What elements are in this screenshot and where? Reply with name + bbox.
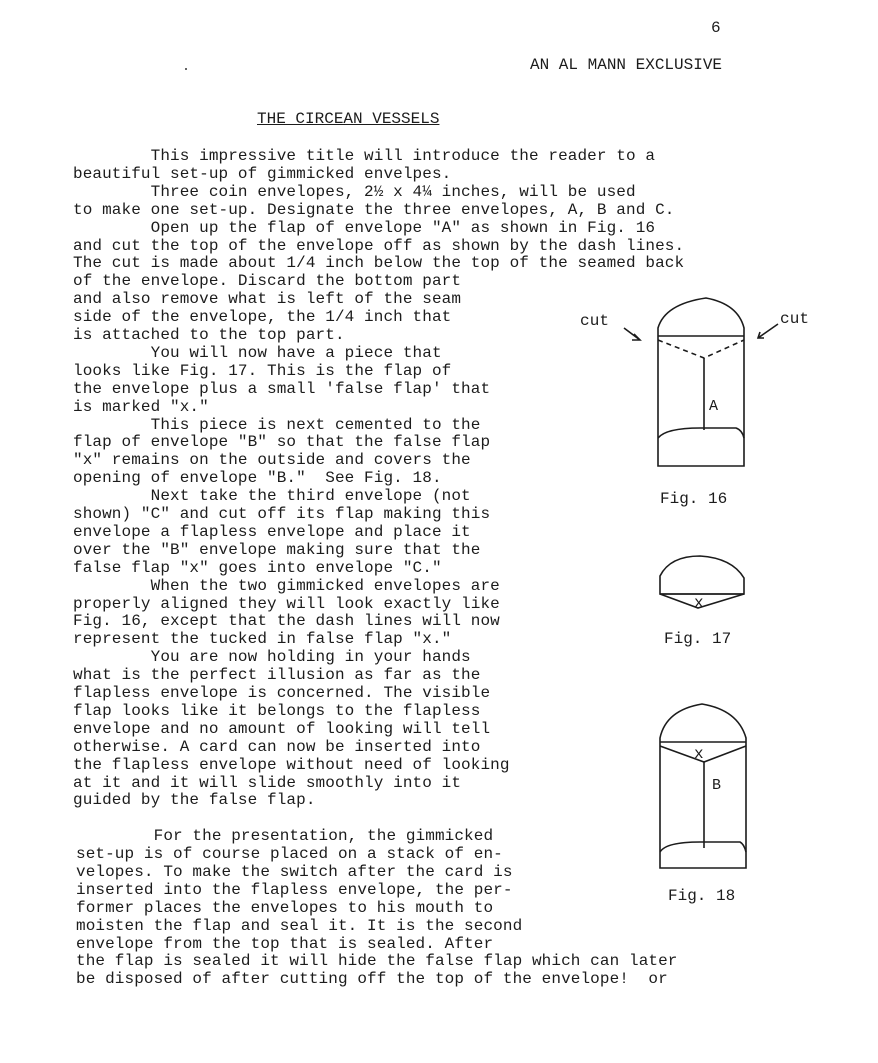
body-line: Next take the third envelope (not (73, 487, 471, 505)
body-line: to make one set-up. Designate the three envelopes, A, B and C. (73, 201, 675, 219)
body-line: moisten the flap and seal it. It is the second (76, 917, 523, 935)
body-line: envelope from the top that is sealed. After (76, 935, 494, 953)
body-line: is marked "x." (73, 398, 209, 416)
fig17-piece-drawing (652, 552, 752, 616)
body-line: side of the envelope, the 1/4 inch that (73, 308, 452, 326)
body-line: false flap "x" goes into envelope "C." (73, 559, 442, 577)
body-line: shown) "C" and cut off its flap making this (73, 505, 491, 523)
body-line: the flapless envelope without need of looking (73, 756, 510, 774)
body-line: You will now have a piece that (73, 344, 442, 362)
fig16-cut-label-left: cut (580, 312, 610, 330)
body-line: For the presentation, the gimmicked (76, 827, 494, 845)
article-title: THE CIRCEAN VESSELS (257, 110, 440, 128)
fig18-envelope-label-b: B (712, 777, 722, 794)
body-line: properly aligned they will look exactly like (73, 595, 500, 613)
fig18-false-flap-x: x (694, 745, 704, 763)
body-line: Fig. 16, except that the dash lines will now (73, 612, 500, 630)
body-line: flapless envelope is concerned. The visible (73, 684, 491, 702)
body-line: When the two gimmicked envelopes are (73, 577, 500, 595)
body-line: flap of envelope "B" so that the false flap (73, 433, 491, 451)
body-line: the envelope plus a small 'false flap' that (73, 380, 491, 398)
body-line: envelope and no amount of looking will tell (73, 720, 491, 738)
body-line: over the "B" envelope making sure that the (73, 541, 481, 559)
body-line: represent the tucked in false flap "x." (73, 630, 452, 648)
fig16-envelope-drawing (610, 290, 790, 470)
page-header: AN AL MANN EXCLUSIVE (530, 56, 723, 74)
fig17-false-flap-x: x (694, 594, 704, 612)
body-line: and also remove what is left of the seam (73, 290, 462, 308)
body-line: looks like Fig. 17. This is the flap of (73, 362, 452, 380)
body-line: flap looks like it belongs to the flapless (73, 702, 481, 720)
body-line: envelope a flapless envelope and place it (73, 523, 471, 541)
body-line: the flap is sealed it will hide the false flap which can later (76, 952, 678, 970)
body-line: otherwise. A card can now be inserted into (73, 738, 481, 756)
body-line: be disposed of after cutting off the top of the envelope! or (76, 970, 668, 988)
body-line: "x" remains on the outside and covers the (73, 451, 471, 469)
body-line: and cut the top of the envelope off as shown by the dash lines. (73, 237, 685, 255)
body-line: is attached to the top part. (73, 326, 345, 344)
body-line: velopes. To make the switch after the card is (76, 863, 513, 881)
body-line: This piece is next cemented to the (73, 416, 481, 434)
page-number: 6 (711, 19, 721, 37)
fig16-caption: Fig. 16 (660, 490, 728, 508)
body-line: what is the perfect illusion as far as the (73, 666, 481, 684)
body-line: inserted into the flapless envelope, the per- (76, 881, 513, 899)
fig16-cut-label-right: cut (780, 310, 810, 328)
body-line: of the envelope. Discard the bottom part (73, 272, 462, 290)
body-line: set-up is of course placed on a stack of en- (76, 845, 503, 863)
body-line: The cut is made about 1/4 inch below the top of the seamed back (73, 254, 685, 272)
body-line: beautiful set-up of gimmicked envelpes. (73, 165, 452, 183)
fig18-envelope-drawing (652, 698, 752, 878)
fig18-caption: Fig. 18 (668, 887, 736, 905)
body-line: This impressive title will introduce the reader to a (73, 147, 656, 165)
fig16-envelope-label-a: A (709, 398, 719, 415)
paper-speck (185, 68, 187, 70)
body-line: You are now holding in your hands (73, 648, 471, 666)
body-line: opening of envelope "B." See Fig. 18. (73, 469, 442, 487)
body-line: Three coin envelopes, 2½ x 4¼ inches, will be used (73, 183, 636, 201)
body-line: former places the envelopes to his mouth to (76, 899, 494, 917)
body-line: guided by the false flap. (73, 791, 316, 809)
body-line: at it and it will slide smoothly into it (73, 774, 462, 792)
body-line: Open up the flap of envelope "A" as shown in Fig. 16 (73, 219, 656, 237)
fig17-caption: Fig. 17 (664, 630, 732, 648)
